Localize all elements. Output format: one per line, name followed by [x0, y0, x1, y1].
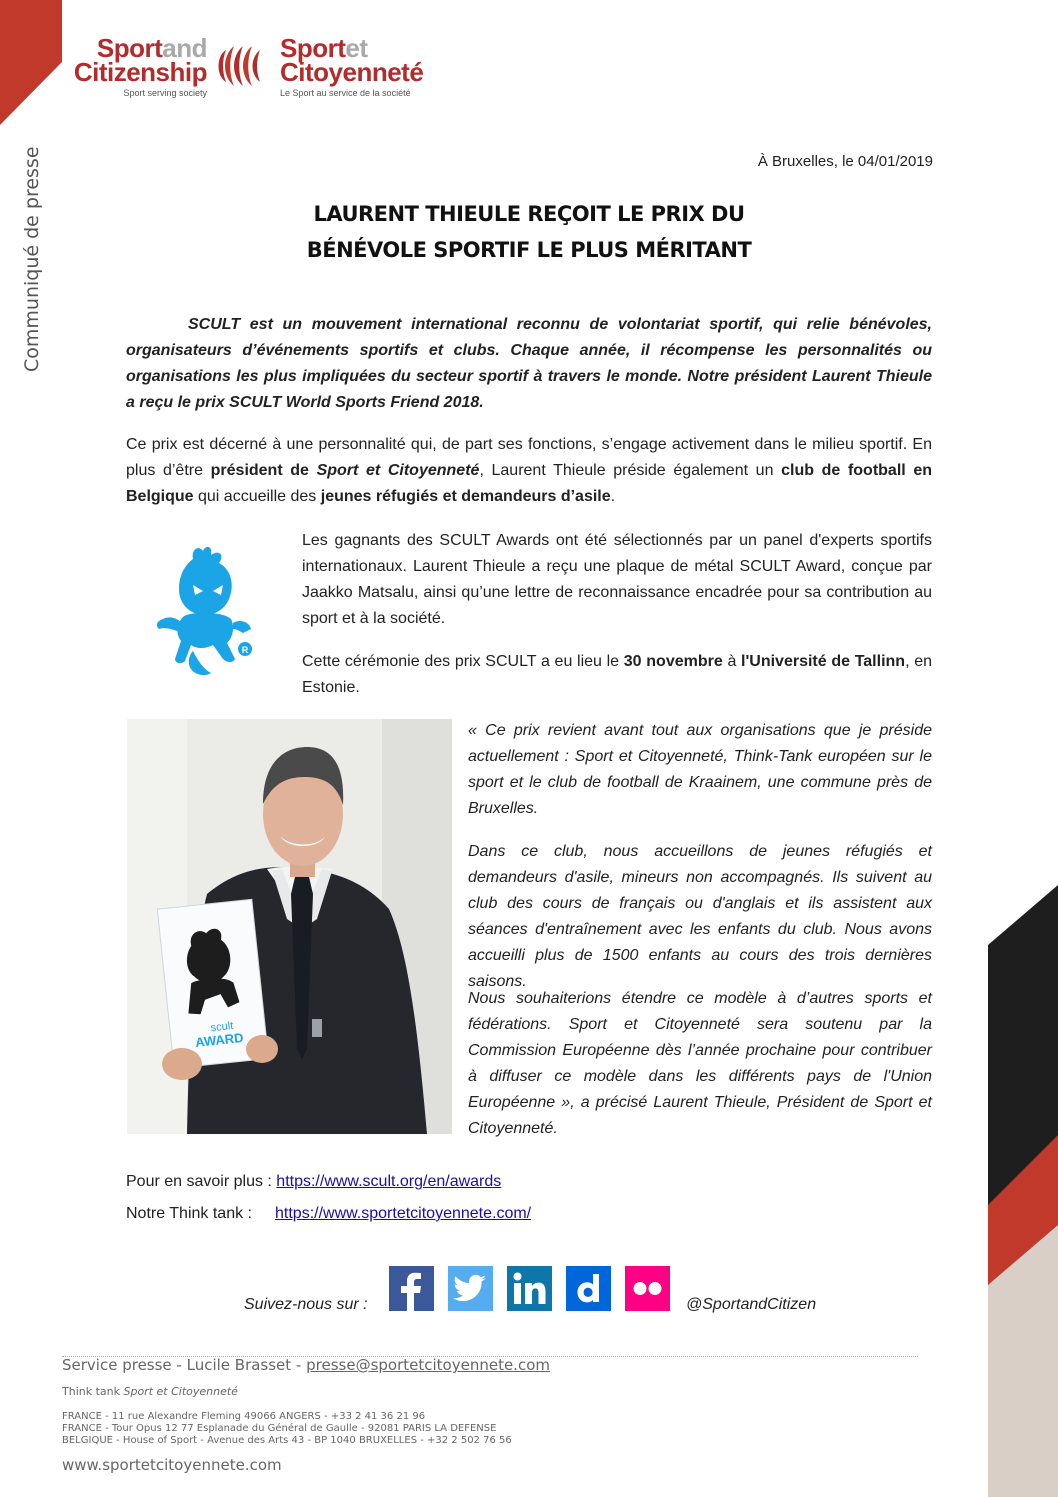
links-section: [126, 1166, 531, 1230]
think-tank-label: Notre Think tank :: [126, 1205, 252, 1222]
intro-paragraph: [126, 312, 932, 416]
footer-website[interactable]: www.sportetcitoyennete.com: [62, 1456, 282, 1474]
title-line-1: LAURENT THIEULE REÇOIT LE PRIX DU: [313, 202, 745, 226]
think-name: Sport et Citoyenneté: [123, 1385, 238, 1398]
dailymotion-icon[interactable]: [566, 1266, 611, 1311]
sport-emblem-icon: [214, 42, 270, 90]
paragraph-prize: [126, 432, 932, 510]
q3-text-d: .: [553, 1120, 558, 1137]
paragraph-ceremony: [302, 649, 932, 701]
logo-fr-et: et: [345, 33, 368, 63]
corner-red-triangle: [0, 0, 62, 125]
intro-text: SCULT est un mouvement international reconnu de volontariat sportif, qui relie bénévoles, organisateurs d’événements sportifs et clubs. Chaque année, il récompense les personnalités ou organisations les plus impliquées du secteur sportif à travers le monde. Notre président Laurent Thieule a reçu le prix SCULT World Sports Friend 2018.: [126, 316, 932, 411]
think-tank-link[interactable]: https://www.sportetcitoyennete.com/: [275, 1205, 532, 1222]
p4-text-d: l'Université de Tallinn: [741, 653, 906, 670]
logo-en-tagline: Sport serving society: [123, 88, 207, 98]
logo-french: [280, 33, 440, 98]
p4-text-a: Cette cérémonie des prix SCULT a eu lieu le: [302, 653, 624, 670]
p2-text-d: , Laurent Thieule préside également un: [479, 462, 782, 479]
facebook-icon[interactable]: [389, 1266, 434, 1311]
link-row-think: [126, 1198, 531, 1230]
dateline: À Bruxelles, le 04/01/2019: [757, 153, 933, 170]
logo-fr-citoyennete: Citoyenneté: [280, 57, 424, 87]
social-handle: @SportandCitizen: [686, 1296, 817, 1313]
q3-text-b: , a précisé Laurent Thieule, Président de: [570, 1094, 875, 1111]
footer-think-tank: [62, 1385, 238, 1398]
photo-illustration: [127, 719, 452, 1134]
think-prefix: Think tank: [62, 1385, 124, 1398]
press-email-link[interactable]: presse@sportetcitoyennete.com: [306, 1356, 550, 1374]
logo-en-citizenship: Citizenship: [73, 57, 207, 87]
twitter-icon[interactable]: [448, 1266, 493, 1311]
footer-addresses: [62, 1411, 512, 1447]
p2-text-a: Ce prix est décerné à une personnalité qui, de part ses fonctions, s’engage activement dans le milieu sportif. En plus d’être: [126, 436, 932, 479]
corner-dark-bands: [988, 885, 1058, 1497]
press-release-title: [126, 196, 932, 268]
award-card-title: AWARD: [194, 1029, 245, 1050]
press-service-label: Service presse - Lucile Brasset -: [62, 1356, 307, 1374]
p4-text-c: à: [722, 653, 742, 670]
logo: [62, 33, 442, 106]
p2-text-e: club de football en Belgique: [126, 462, 933, 505]
flickr-icon[interactable]: [625, 1266, 670, 1311]
award-card-brand: scult: [210, 1019, 234, 1035]
laurent-thieule-photo: [127, 719, 452, 1134]
logo-en-and: and: [162, 33, 207, 63]
svg-text:R: R: [241, 645, 249, 655]
footer-press-service: [62, 1356, 550, 1374]
follow-label: Suivez-nous sur :: [244, 1296, 368, 1313]
logo-en-sport: Sport: [96, 33, 163, 63]
scult-mascot-icon: [153, 545, 263, 685]
scult-awards-link[interactable]: https://www.scult.org/en/awards: [276, 1173, 502, 1190]
p2-text-b: président de: [210, 462, 317, 479]
p2-text-h: .: [610, 488, 616, 505]
logo-english: [62, 33, 207, 98]
logo-fr-sport: Sport: [280, 33, 346, 63]
address-paris: FRANCE - Tour Opus 12 77 Esplanade du Général de Gaulle - 92081 PARIS LA DEFENSE: [62, 1423, 497, 1434]
side-label: Communiqué de presse: [21, 146, 43, 372]
quote-paragraph-3: [468, 986, 932, 1142]
address-brussels: BELGIQUE - House of Sport - Avenue des Arts 43 - BP 1040 BRUXELLES - +32 2 502 76 56: [62, 1435, 512, 1446]
p2-text-g: jeunes réfugiés et demandeurs d’asile: [320, 488, 611, 505]
more-label: Pour en savoir plus :: [126, 1173, 277, 1190]
link-row-more: [126, 1166, 531, 1198]
p2-text-f: qui accueille des: [193, 488, 321, 505]
linkedin-icon[interactable]: [507, 1266, 552, 1311]
address-angers: FRANCE - 11 rue Alexandre Fleming 49066 ANGERS - +33 2 41 36 21 96: [62, 1411, 426, 1422]
quote-paragraph-2: Dans ce club, nous accueillons de jeunes réfugiés et demandeurs d'asile, mineurs non accompagnés. Ils suivent au club des cours de français ou d'anglais et ils assistent aux séances d'entraînement avec les enfants du club. Nous avons accueilli plus de 1500 enfants au cours des trois dernières saisons.: [468, 843, 932, 990]
paragraph-winners: Les gagnants des SCULT Awards ont été sélectionnés par un panel d'experts sportifs internationaux. Laurent Thieule a reçu une plaque de métal SCULT Award, conçue par Jaakko Matsalu, ainsi qu’une lettre de reconnaissance encadrée pour sa contribution au sport et à la société.: [302, 532, 932, 627]
q3-text-a: Nous souhaiterions étendre ce modèle à d’autres sports et fédérations. Sport et Citoyenneté sera soutenu par la Commission Européenne dès l’année prochaine pour contribuer à diffuser ce modèle dans les différents pays de l'Union Européenne »: [468, 990, 932, 1111]
p2-text-c: Sport et Citoyenneté: [316, 462, 480, 479]
quote-paragraph-1: « Ce prix revient avant tout aux organisations que je préside actuellement : Sport et Citoyenneté, Think-Tank européen sur le sport et le club de football de Kraainem, une commune près de Bruxelles.: [468, 722, 932, 817]
q3-text-c: Sport et Citoyenneté: [468, 1094, 933, 1137]
logo-fr-tagline: Le Sport au service de la société: [280, 88, 411, 98]
title-line-2: BÉNÉVOLE SPORTIF LE PLUS MÉRITANT: [306, 238, 752, 262]
p4-text-b: 30 novembre: [623, 653, 723, 670]
p4-text-e: , en Estonie.: [302, 653, 933, 696]
